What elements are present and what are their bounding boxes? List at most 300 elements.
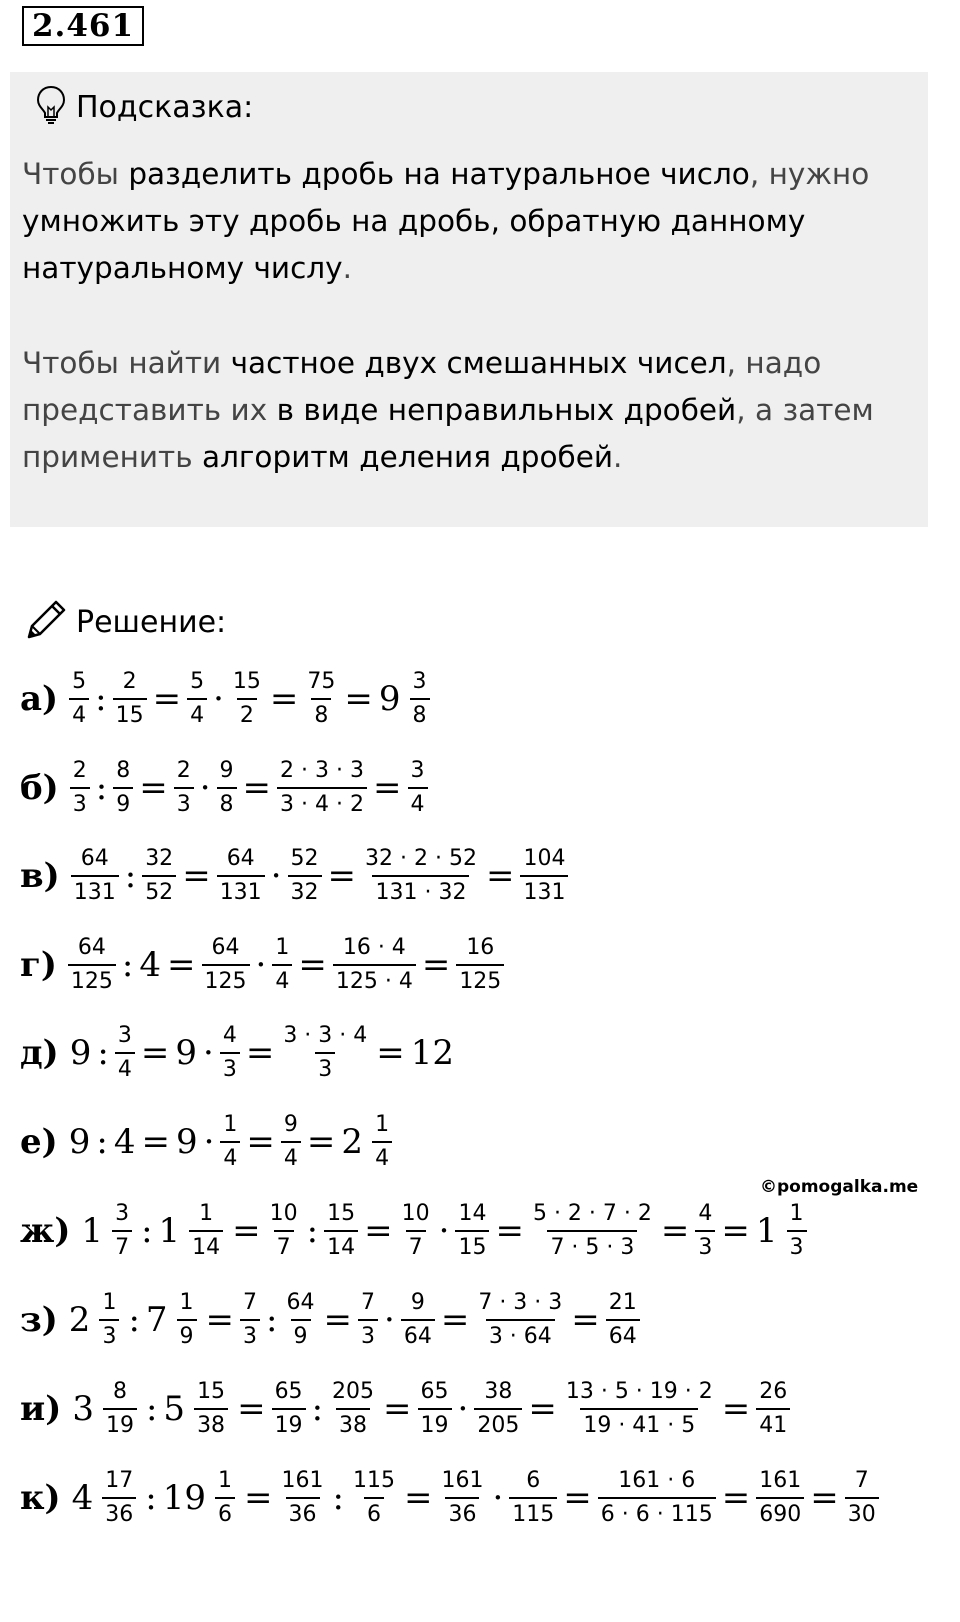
numerator: 64 [226,846,255,871]
operator: = [810,1478,839,1518]
operator: : [306,1211,319,1251]
hint-text: Чтобы [22,157,129,191]
problem-number: 2.461 [22,6,144,46]
operator: = [721,1389,751,1429]
operator: = [141,1122,170,1162]
hint-emphasis: умножить эту дробь на дробь, обратную данному натуральному числу [22,204,806,285]
operator: : [128,1300,140,1340]
denominator: 8 [410,698,430,730]
numerator: 205 [332,1379,375,1404]
numerator: 65 [420,1379,449,1404]
fraction [598,1467,716,1529]
operator: = [344,679,373,719]
numerator: 9 [219,758,234,783]
operator: · [203,1033,214,1073]
hint-paragraph-2 [22,340,914,481]
fraction [187,668,207,730]
whole-part: 1 [81,1211,104,1251]
operator: = [495,1211,524,1251]
denominator: 52 [142,875,176,907]
denominator: 9 [177,1319,197,1351]
operator: = [528,1389,557,1429]
fraction [563,1378,716,1440]
whole-part: 5 [163,1389,186,1429]
denominator: 131 [217,875,265,907]
hint-text: Чтобы найти [22,346,231,380]
fraction [787,1200,807,1262]
fraction [68,934,116,996]
fraction [475,1289,565,1351]
numerator: 5 [190,669,205,694]
numerator: 15 [197,1379,226,1404]
denominator: 36 [102,1497,136,1529]
fraction [220,1111,240,1173]
denominator: 36 [286,1497,320,1529]
denominator: 4 [272,964,292,996]
numerator: 32 [145,846,174,871]
operator: · [492,1478,504,1518]
operator: : [96,1122,108,1162]
hint-text: , надо представить их [22,346,822,427]
fraction [362,845,480,907]
mixed-number [379,668,433,730]
fraction [115,1022,135,1084]
equation-label: в) [20,856,60,896]
hint-emphasis: алгоритм деления дробей [202,440,614,474]
numerator: 64 [80,846,109,871]
denominator: 4 [187,698,207,730]
numerator: 65 [274,1379,303,1404]
fraction [438,1467,486,1529]
fraction [70,757,90,819]
denominator: 131 · 32 [372,875,469,907]
fraction [408,757,428,819]
fraction [284,1289,318,1351]
numerator: 5 [72,669,87,694]
operator: = [140,1033,170,1073]
numerator: 1 [789,1201,804,1226]
numerator: 15 [327,1201,356,1226]
equation-row [20,1200,813,1262]
fraction [267,1200,301,1262]
denominator: 3 [99,1319,119,1351]
numerator: 8 [116,758,131,783]
fraction [280,1022,370,1084]
numerator: 7 [243,1290,258,1315]
denominator: 3 [240,1319,260,1351]
fraction [240,1289,260,1351]
denominator: 3 · 4 · 2 [277,787,367,819]
denominator: 41 [756,1408,790,1440]
denominator: 125 · 4 [333,964,416,996]
number: 4 [113,1122,136,1162]
equation-label: д) [20,1033,59,1073]
denominator: 64 [401,1319,435,1351]
numerator: 15 [232,669,261,694]
fraction [217,757,237,819]
operator: = [721,1478,751,1518]
fraction [304,668,338,730]
fraction [456,934,504,996]
operator: = [298,945,327,985]
denominator: 3 · 64 [486,1319,555,1351]
denominator: 30 [845,1497,879,1529]
hint-text: . [342,251,353,285]
fraction [288,845,322,907]
numerator: 4 [698,1201,713,1226]
operator: = [232,1211,261,1251]
fraction [202,934,250,996]
fraction [756,1378,790,1440]
fraction [329,1378,377,1440]
operator: = [244,1478,273,1518]
equation-label: к) [20,1478,61,1518]
denominator: 690 [756,1497,804,1529]
fraction [174,757,194,819]
fraction [333,934,416,996]
numerator: 75 [307,669,336,694]
numerator: 64 [286,1290,315,1315]
fraction [358,1289,378,1351]
operator: · [384,1300,395,1340]
denominator: 6 [364,1497,384,1529]
fraction [324,1200,358,1262]
denominator: 4 [408,787,428,819]
fraction [455,1200,489,1262]
numerator: 9 [283,1112,298,1137]
operator: : [95,679,107,719]
fraction [102,1467,136,1529]
numerator: 64 [211,935,240,960]
numerator: 10 [401,1201,430,1226]
numerator: 1 [218,1468,233,1493]
numerator: 26 [759,1379,788,1404]
fraction [230,668,264,730]
denominator: 115 [509,1497,557,1529]
denominator: 4 [220,1141,240,1173]
numerator: 7 [361,1290,376,1315]
denominator: 2 [237,698,257,730]
operator: = [323,1300,353,1340]
operator: : [124,856,137,896]
operator: = [269,679,299,719]
equation-label: а) [20,679,59,719]
numerator: 17 [105,1468,134,1493]
operator: = [421,945,451,985]
number: 9 [175,1033,197,1073]
numerator: 2 [72,758,87,783]
denominator: 131 [520,875,568,907]
fraction [281,1111,301,1173]
denominator: 14 [189,1230,223,1262]
denominator: 9 [291,1319,311,1351]
operator: = [167,945,196,985]
numerator: 1 [375,1112,390,1137]
operator: = [364,1211,393,1251]
mixed-number [72,1378,140,1440]
fraction [112,1200,132,1262]
denominator: 125 [68,964,116,996]
denominator: 32 [288,875,322,907]
fraction [71,845,119,907]
mixed-number [72,1467,140,1529]
operator: : [141,1211,153,1251]
numerator: 2 · 3 · 3 [280,758,364,783]
operator: · [438,1211,450,1251]
denominator: 205 [474,1408,522,1440]
hint-paragraph-1 [22,151,914,292]
fraction [215,1467,235,1529]
operator: · [213,679,224,719]
fraction [756,1467,804,1529]
equation-label: и) [20,1389,62,1429]
whole-part: 4 [71,1478,94,1518]
whole-part: 1 [158,1211,181,1251]
fraction [695,1200,715,1262]
equation-label: ж) [20,1211,71,1251]
mixed-number [69,1289,123,1351]
numerator: 161 [759,1468,802,1493]
denominator: 4 [115,1052,135,1084]
denominator: 36 [445,1497,479,1529]
fraction [103,1378,137,1440]
numerator: 1 [223,1112,238,1137]
denominator: 19 [418,1408,452,1440]
denominator: 19 · 41 · 5 [580,1408,698,1440]
denominator: 4 [281,1141,301,1173]
equation-label: г) [20,945,57,985]
operator: : [97,1033,109,1073]
operator: : [266,1300,278,1340]
numerator: 3 [410,758,425,783]
denominator: 19 [272,1408,306,1440]
fraction [350,1467,398,1529]
hint-title: Подсказка: [76,89,254,125]
fraction [279,1467,327,1529]
operator: = [242,768,272,808]
numerator: 7 [854,1468,869,1493]
number: 9 [68,1122,91,1162]
numerator: 161 [281,1468,324,1493]
denominator: 3 [358,1319,378,1351]
numerator: 104 [523,846,566,871]
numerator: 2 [176,758,191,783]
denominator: 6 [215,1497,235,1529]
numerator: 38 [484,1379,513,1404]
numerator: 14 [458,1201,487,1226]
equation-label: б) [20,768,59,808]
hint-header [36,85,253,129]
mixed-number [146,1289,200,1351]
operator: : [145,1389,158,1429]
hint-box [10,72,928,527]
operator: : [95,768,108,808]
fraction [272,934,292,996]
fraction [530,1200,655,1262]
operator: = [205,1300,235,1340]
mixed-number [341,1111,395,1173]
operator: = [485,856,515,896]
denominator: 4 [372,1141,392,1173]
numerator: 52 [290,846,319,871]
numerator: 13 · 5 · 19 · 2 [565,1379,713,1404]
operator: = [306,1122,336,1162]
fraction [474,1378,522,1440]
fraction [606,1289,640,1351]
fraction [272,1378,306,1440]
numerator: 161 · 6 [618,1468,696,1493]
numerator: 6 [526,1468,541,1493]
fraction [142,845,176,907]
operator: = [660,1211,690,1251]
fraction [509,1467,557,1529]
hint-text: , нужно [749,157,870,191]
denominator: 64 [606,1319,640,1351]
operator: = [403,1478,433,1518]
numerator: 1 [179,1290,194,1315]
operator: · [270,856,282,896]
denominator: 131 [71,875,119,907]
hint-text: . [613,440,623,474]
denominator: 7 [406,1230,426,1262]
pencil-icon [24,598,68,646]
operator: = [383,1389,412,1429]
fraction [189,1200,223,1262]
operator: · [203,1122,215,1162]
mixed-number [756,1200,810,1262]
numerator: 3 [117,1023,132,1048]
equation-row [20,845,571,907]
numerator: 1 [199,1201,214,1226]
numerator: 3 [412,669,427,694]
operator: = [327,856,356,896]
operator: : [145,1478,157,1518]
operator: : [121,945,134,985]
denominator: 3 [315,1052,335,1084]
operator: · [457,1389,469,1429]
mixed-number [81,1200,135,1262]
numerator: 5 · 2 · 7 · 2 [532,1201,652,1226]
numerator: 16 [466,935,495,960]
denominator: 8 [217,787,237,819]
fraction [401,1289,435,1351]
operator: = [182,856,211,896]
denominator: 3 [220,1052,240,1084]
operator: = [721,1211,750,1251]
lightbulb-icon [36,85,66,129]
fraction [399,1200,433,1262]
operator: = [373,768,402,808]
denominator: 14 [324,1230,358,1262]
fraction [410,668,430,730]
operator: = [376,1033,405,1073]
denominator: 38 [336,1408,370,1440]
numerator: 3 · 3 · 4 [283,1023,368,1048]
mixed-number [159,1200,227,1262]
operator: · [199,768,211,808]
fraction [418,1378,452,1440]
denominator: 3 [70,787,90,819]
operator: = [139,768,168,808]
denominator: 8 [311,698,331,730]
fraction [220,1022,240,1084]
denominator: 15 [455,1230,489,1262]
equation-label: з) [20,1300,58,1340]
numerator: 1 [102,1290,117,1315]
solution-title: Решение: [76,604,227,640]
number: 9 [69,1033,92,1073]
equation-row [20,1467,882,1529]
whole-part: 2 [68,1300,91,1340]
denominator: 6 · 6 · 115 [598,1497,716,1529]
denominator: 9 [113,787,133,819]
hint-emphasis: в виде неправильных дробей [276,393,737,427]
numerator: 7 · 3 · 3 [478,1290,563,1315]
operator: = [152,679,182,719]
hint-emphasis: разделить дробь на натуральное число [128,157,750,191]
operator: · [255,945,267,985]
whole-part: 19 [162,1478,207,1518]
operator: : [332,1478,344,1518]
mixed-number [163,1378,231,1440]
whole-part: 2 [341,1122,364,1162]
fraction [113,757,133,819]
whole-part: 1 [755,1211,778,1251]
operator: = [246,1122,275,1162]
equation-row [20,1289,643,1351]
equation-row [20,668,436,730]
denominator: 125 [456,964,504,996]
fraction [277,757,367,819]
fraction [372,1111,392,1173]
numerator: 161 [441,1468,484,1493]
numerator: 8 [112,1379,127,1404]
whole-part: 3 [72,1389,94,1429]
fraction [113,668,147,730]
operator: : [311,1389,324,1429]
numerator: 21 [608,1290,637,1315]
denominator: 125 [202,964,250,996]
fraction [177,1289,197,1351]
denominator: 7 · 5 · 3 [547,1230,637,1262]
numerator: 115 [352,1468,395,1493]
denominator: 19 [103,1408,137,1440]
denominator: 4 [69,698,89,730]
denominator: 38 [194,1408,228,1440]
number: 4 [139,945,162,985]
denominator: 7 [112,1230,132,1262]
equation-row [20,1022,457,1084]
numerator: 16 · 4 [342,935,406,960]
fraction [217,845,265,907]
equation-row [20,1111,398,1173]
denominator: 3 [787,1230,807,1262]
equation-row [20,934,507,996]
number: 9 [175,1122,198,1162]
equation-label: е) [20,1122,58,1162]
mixed-number [163,1467,238,1529]
operator: = [440,1300,470,1340]
numerator: 1 [275,935,290,960]
operator: = [245,1033,275,1073]
fraction [845,1467,879,1529]
numerator: 2 [122,669,137,694]
numerator: 10 [269,1201,298,1226]
numerator: 9 [410,1290,425,1315]
operator: = [237,1389,266,1429]
numerator: 3 [115,1201,130,1226]
operator: = [571,1300,600,1340]
